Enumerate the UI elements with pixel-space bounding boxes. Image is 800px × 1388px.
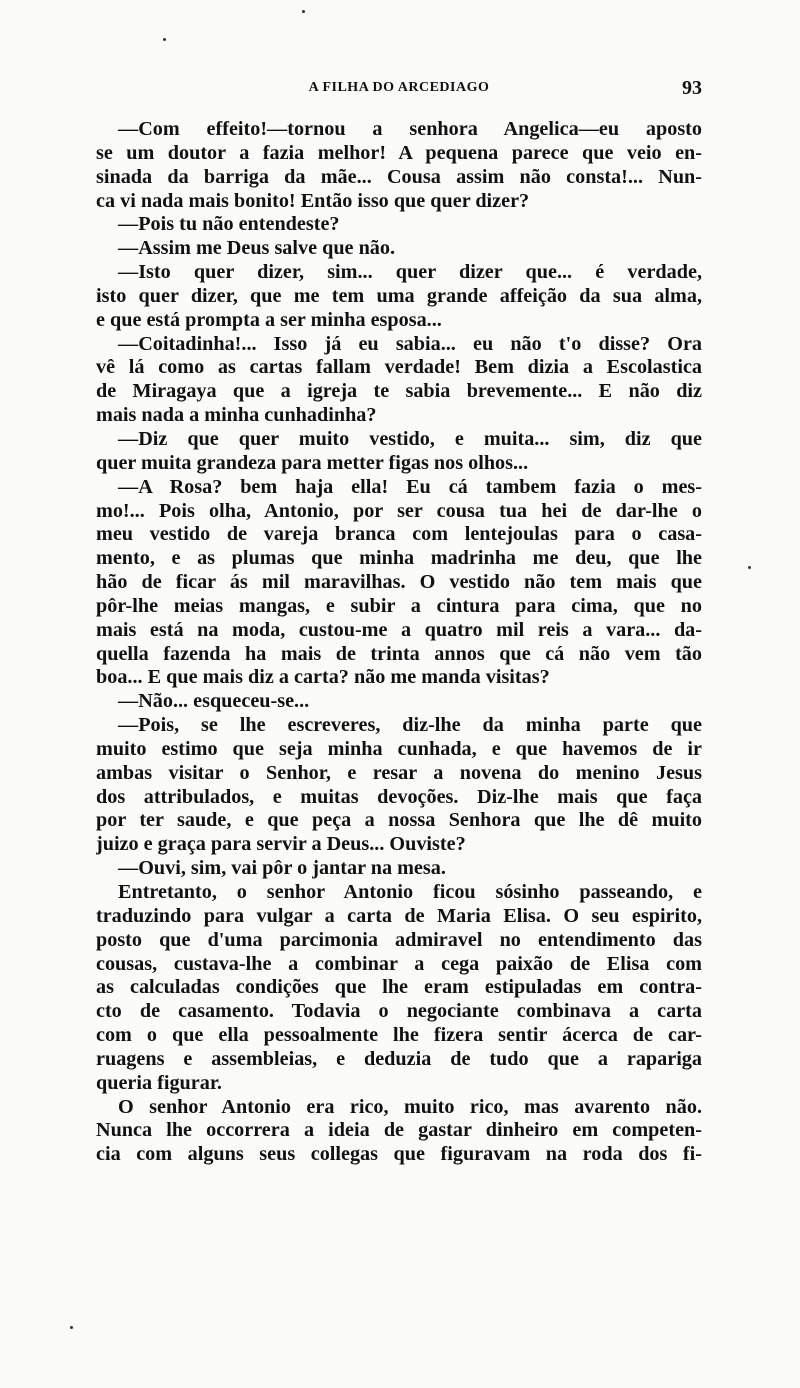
text-line: hão de ficar ás mil maravilhas. O vestido não tem mais que (96, 571, 702, 594)
text-line: juizo e graça para servir a Deus... Ouviste? (96, 833, 466, 856)
text-line: —Não... esqueceu-se... (118, 690, 310, 713)
text-line: —Com effeito!—tornou a senhora Angelica—eu aposto (118, 118, 702, 140)
text-line: —Pois, se lhe escreveres, diz-lhe da minha parte que (118, 714, 702, 737)
text-line: —Ouvi, sim, vai pôr o jantar na mesa. (118, 857, 446, 880)
text-line: boa... E que mais diz a carta? não me manda visitas? (96, 666, 550, 689)
text-line: —A Rosa? bem haja ella! Eu cá tambem fazia o mes- (118, 475, 702, 498)
ink-speck (302, 10, 305, 13)
text-line: meu vestido de vareja branca com lentejoulas para o casa- (96, 523, 702, 546)
text-line: traduzindo para vulgar a carta de Maria Elisa. O seu espirito, (96, 904, 702, 927)
page-number: 93 (682, 77, 702, 99)
text-line: —Coitadinha!... Isso já eu sabia... eu não t'o disse? Ora (118, 332, 702, 355)
text-line: por ter saude, e que peça a nossa Senhora que lhe dê muito (96, 809, 702, 832)
text-line: dos attribulados, e muitas devoções. Diz-lhe mais que faça (96, 785, 702, 808)
text-line: ambas visitar o Senhor, e resar a novena do menino Jesus (96, 761, 702, 784)
running-title: A FILHA DO ARCEDIAGO (308, 80, 490, 95)
text-line: mento, e as plumas que minha madrinha me deu, que lhe (96, 547, 702, 570)
text-line: cto de casamento. Todavia o negociante combinava a carta (96, 1000, 702, 1023)
text-line: de Miragaya que a igreja te sabia brevemente... E não diz (96, 380, 702, 403)
text-line: quer muita grandeza para metter figas nos olhos... (96, 451, 529, 474)
text-line: sinada da barriga da mãe... Cousa assim não consta!... Nun- (96, 165, 702, 188)
text-line: —Isto quer dizer, sim... quer dizer que... é verdade, (118, 261, 702, 284)
text-line: se um doutor a fazia melhor! A pequena parece que veio en- (96, 141, 702, 164)
text-line: mais está na moda, custou-me a quatro mil reis a vara... da- (96, 618, 702, 641)
text-line: as calculadas condições que lhe eram estipuladas em contra- (96, 976, 702, 999)
text-line: mais nada a minha cunhadinha? (96, 404, 377, 427)
text-line: —Diz que quer muito vestido, e muita... sim, diz que (118, 427, 702, 450)
text-line: Nunca lhe occorrera a ideia de gastar dinheiro em competen- (96, 1119, 702, 1142)
text-line: ca vi nada mais bonito! Então isso que quer dizer? (96, 189, 530, 212)
text-line: pôr-lhe meias mangas, e subir a cintura para cima, que no (96, 594, 702, 617)
text-line: muito estimo que seja minha cunhada, e que havemos de ir (96, 737, 702, 760)
text-line: com o que ella pessoalmente lhe fizera sentir ácerca de car- (96, 1024, 702, 1047)
text-line: O senhor Antonio era rico, muito rico, mas avarento não. (118, 1095, 702, 1118)
text-line: posto que d'uma parcimonia admiravel no entendimento das (96, 928, 702, 951)
ink-speck (163, 38, 166, 41)
text-line: —Assim me Deus salve que não. (118, 237, 396, 260)
text-line: quella fazenda ha mais de trinta annos que cá não vem tão (96, 642, 702, 665)
text-line: cousas, custava-lhe a combinar a cega paixão de Elisa com (96, 952, 702, 975)
ink-speck (70, 1326, 73, 1329)
text-line: mo!... Pois olha, Antonio, por ser cousa tua hei de dar-lhe o (96, 499, 702, 522)
text-line: Entretanto, o senhor Antonio ficou sósinho passeando, e (118, 881, 702, 903)
body-text (96, 118, 702, 1167)
ink-speck (748, 566, 751, 569)
text-line: e que está prompta a ser minha esposa... (96, 308, 442, 331)
text-line: ruagens e assembleias, e deduzia de tudo que a rapariga (96, 1047, 702, 1070)
running-head (96, 76, 702, 100)
text-line: vê lá como as cartas fallam verdade! Bem dizia a Escolastica (96, 356, 702, 379)
text-line: queria figurar. (96, 1071, 222, 1094)
text-line: cia com alguns seus collegas que figuravam na roda dos fi- (96, 1143, 702, 1166)
text-line: —Pois tu não entendeste? (118, 213, 340, 236)
text-line: isto quer dizer, que me tem uma grande affeição da sua alma, (96, 284, 702, 307)
